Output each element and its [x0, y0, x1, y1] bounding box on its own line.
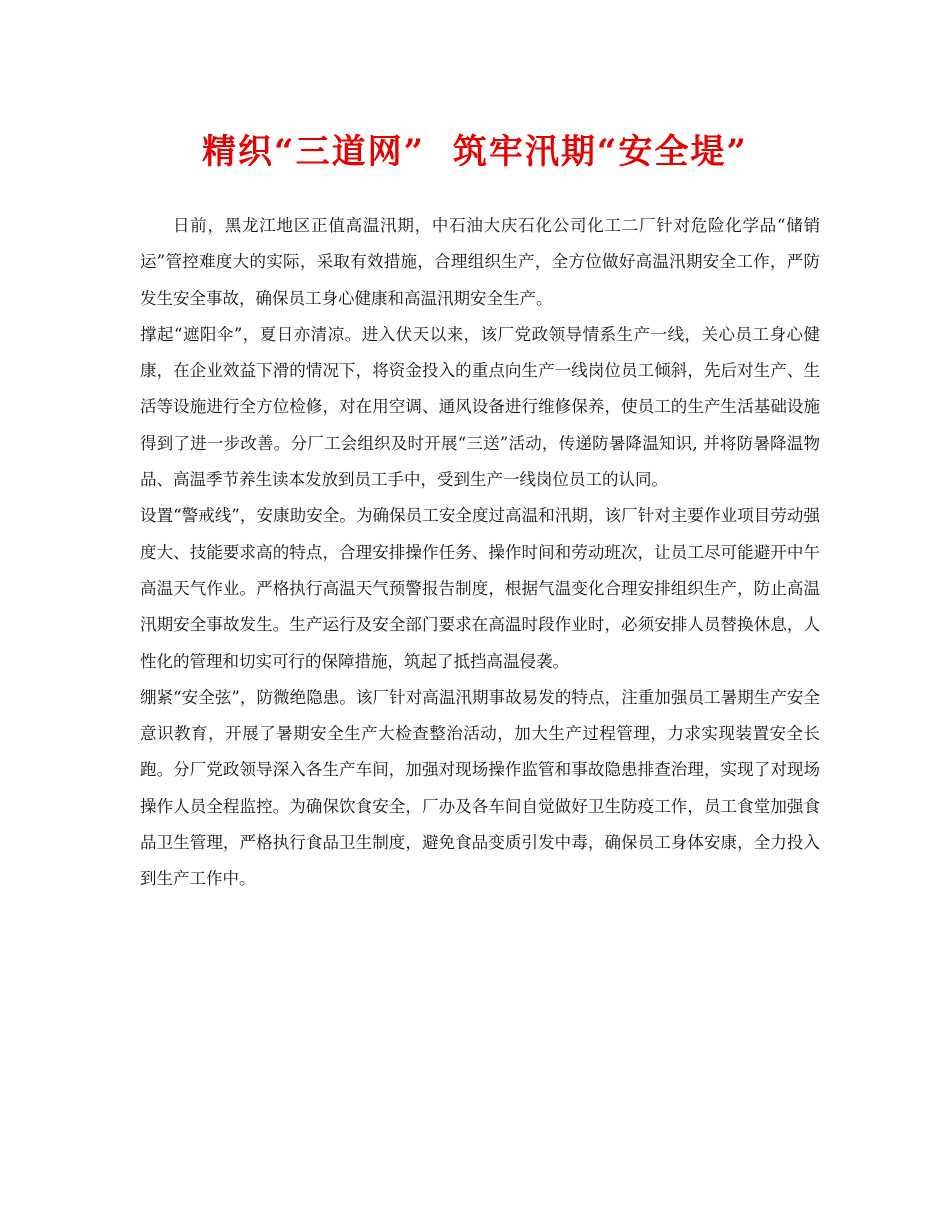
paragraph-intro: 日前，黑龙江地区正值高温汛期，中石油大庆石化公司化工二厂针对危险化学品“储销运”管控难度大的实际，采取有效措施，合理组织生产，全方位做好高温汛期安全工作，严防发生安全事故，确保员工身心健康和高温汛期安全生产。 — [140, 216, 820, 308]
paragraph-sunshade: 撑起“遮阳伞”，夏日亦清凉。进入伏天以来，该厂党政领导情系生产一线，关心员工身心健康，在企业效益下滑的情况下，将资金投入的重点向生产一线岗位员工倾斜，先后对生产、生活等设施进行全方位检修，对在用空调、通风设备进行维修保养，使员工的生产生活基础设施得到了进一步改善。分厂工会组织及时开展“三送”活动，传递防暑降温知识, 并将防暑降温物品、高温季节养生读本发放到员工手中，受到生产一线岗位员工的认同。 — [140, 324, 820, 490]
paragraph-warning-line: 设置“警戒线”，安康助安全。为确保员工安全度过高温和汛期，该厂针对主要作业项目劳动强度大、技能要求高的特点，合理安排操作任务、操作时间和劳动班次，让员工尽可能避开中午高温天气作业。严格执行高温天气预警报告制度，根据气温变化合理安排组织生产，防止高温汛期安全事故发生。生产运行及安全部门要求在高温时段作业时，必须安排人员替换休息，人性化的管理和切实可行的保障措施，筑起了抵挡高温侵袭。 — [140, 506, 820, 671]
paragraph-safety-string: 绷紧“安全弦”，防微绝隐患。该厂针对高温汛期事故易发的特点，注重加强员工暑期生产安全意识教育，开展了暑期安全生产大检查整治活动，加大生产过程管理，力求实现装置安全长跑。分厂党政领导深入各生产车间，加强对现场操作监管和事故隐患排查治理，实现了对现场操作人员全程监控。为确保饮食安全，厂办及各车间自觉做好卫生防疫工作，员工食堂加强食品卫生管理，严格执行食品卫生制度，避免食品变质引发中毒，确保员工身体安康，全力投入到生产工作中。 — [140, 687, 820, 889]
document-title: 精织“三道网” 筑牢汛期“安全堤” — [202, 132, 748, 172]
document-body — [140, 208, 820, 898]
